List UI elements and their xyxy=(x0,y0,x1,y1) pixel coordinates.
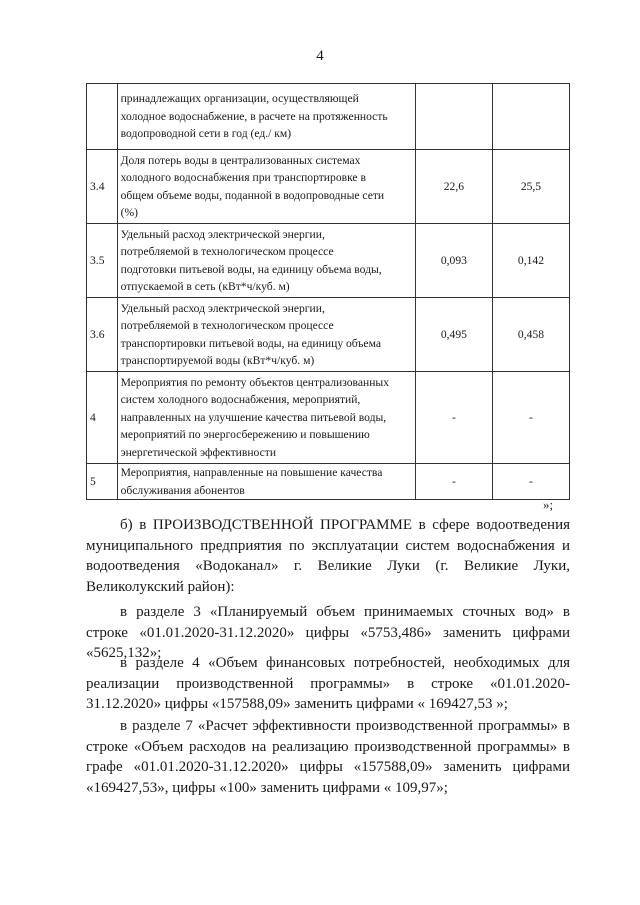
row-value-plan: 22,6 xyxy=(415,150,492,224)
indicator-name-line: Мероприятия по ремонту объектов централизованных xyxy=(120,375,389,389)
row-number: 3.4 xyxy=(87,150,118,224)
indicator-name-line: (%) xyxy=(120,206,138,219)
row-value-fact: - xyxy=(492,372,569,464)
indicator-name-line: Мероприятия, направленные на повышение качества xyxy=(120,466,383,479)
indicator-name-line: транспортируемой воды (кВт*ч/куб. м) xyxy=(120,354,315,367)
row-number: 3.5 xyxy=(87,224,118,298)
table-row xyxy=(87,298,570,372)
row-indicator-name xyxy=(117,372,415,464)
indicator-name-line: водопроводной сети в год (ед./ км) xyxy=(120,127,292,141)
row-value-plan: 0,495 xyxy=(415,298,492,372)
indicators-table xyxy=(86,83,570,500)
row-number: 3.6 xyxy=(87,298,118,372)
indicator-name-line: подготовки питьевой воды, на единицу объема воды, xyxy=(120,262,382,276)
row-number xyxy=(87,84,118,150)
row-indicator-name xyxy=(117,84,415,150)
row-value-plan: - xyxy=(415,372,492,464)
indicator-name-line: холодного водоснабжения при транспортировке в xyxy=(120,171,366,184)
row-indicator-name xyxy=(117,464,415,500)
indicator-name-line: мероприятий по энергосбережению и повышению xyxy=(120,428,370,442)
table-row xyxy=(87,372,570,464)
row-value-fact: 0,142 xyxy=(492,224,569,298)
indicator-name-line: систем холодного водоснабжения, мероприятий, xyxy=(120,393,361,407)
row-value-plan: 0,093 xyxy=(415,224,492,298)
row-indicator-name xyxy=(117,150,415,224)
row-number: 4 xyxy=(87,372,118,464)
table-row xyxy=(87,224,570,298)
table-row xyxy=(87,84,570,150)
indicator-name-line: общем объеме воды, поданной в водопроводные сети xyxy=(120,188,385,202)
indicator-name-line: холодное водоснабжение, в расчете на протяженность xyxy=(120,109,388,123)
indicator-name-line: потребляемой в технологическом процессе xyxy=(120,319,334,332)
row-indicator-name xyxy=(117,298,415,372)
paragraph-section-3: в разделе 3 «Планируемый объем принимаемых сточных вод» в строке «01.01.2020-31.12.2020» цифры «5753,486» заменить цифрами «5625,132»; xyxy=(86,604,570,661)
row-value-fact: - xyxy=(492,464,569,500)
table-row xyxy=(87,150,570,224)
page-number: 4 xyxy=(316,48,324,64)
indicator-name-line: Удельный расход электрической энергии, xyxy=(120,301,325,315)
row-value-plan: - xyxy=(415,464,492,500)
indicator-name-line: отпускаемой в сеть (кВт*ч/куб. м) xyxy=(120,280,290,293)
table-closing-quote: »; xyxy=(543,497,554,512)
indicator-name-line: обслуживания абонентов xyxy=(120,483,245,497)
paragraph-b: б) в ПРОИЗВОДСТВЕННОЙ ПРОГРАММЕ в сфере водоотведения муниципального предприятия по эксплуатации систем водоснабжения и водоотведения «Водоканал» г. Великие Луки (г. Великие Луки, Великолукский район): xyxy=(86,517,570,595)
indicator-name-line: энергетической эффективности xyxy=(120,445,277,459)
indicator-name-line: Удельный расход электрической энергии, xyxy=(120,227,325,241)
indicator-name-line: направленных на улучшение качества питьевой воды, xyxy=(120,410,387,424)
indicator-name-line: принадлежащих организации, осуществляющей xyxy=(120,92,359,106)
row-value-fact xyxy=(492,84,569,150)
row-value-fact: 0,458 xyxy=(492,298,569,372)
paragraph-section-7: в разделе 7 «Расчет эффективности производственной программы» в строке «Объем расходов на реализацию производственной программы» в графе «01.01.2020-31.12.2020» цифры «157588,09» заменить цифрами «169427,53», цифры «100» заменить цифрами « 109,97»; xyxy=(86,718,570,796)
row-value-plan xyxy=(415,84,492,150)
table-row xyxy=(87,464,570,500)
row-indicator-name xyxy=(117,224,415,298)
row-value-fact: 25,5 xyxy=(492,150,569,224)
row-number: 5 xyxy=(87,464,118,500)
indicator-name-line: транспортировки питьевой воды, на единицу объема xyxy=(120,336,381,350)
indicator-name-line: Доля потерь воды в централизованных системах xyxy=(120,153,361,167)
paragraph-section-4: в разделе 4 «Объем финансовых потребностей, необходимых для реализации производственной программы» в строке «01.01.2020-31.12.2020» цифры «157588,09» заменить цифрами « 169427,53 »; xyxy=(86,655,570,712)
indicator-name-line: потребляемой в технологическом процессе xyxy=(120,245,334,258)
